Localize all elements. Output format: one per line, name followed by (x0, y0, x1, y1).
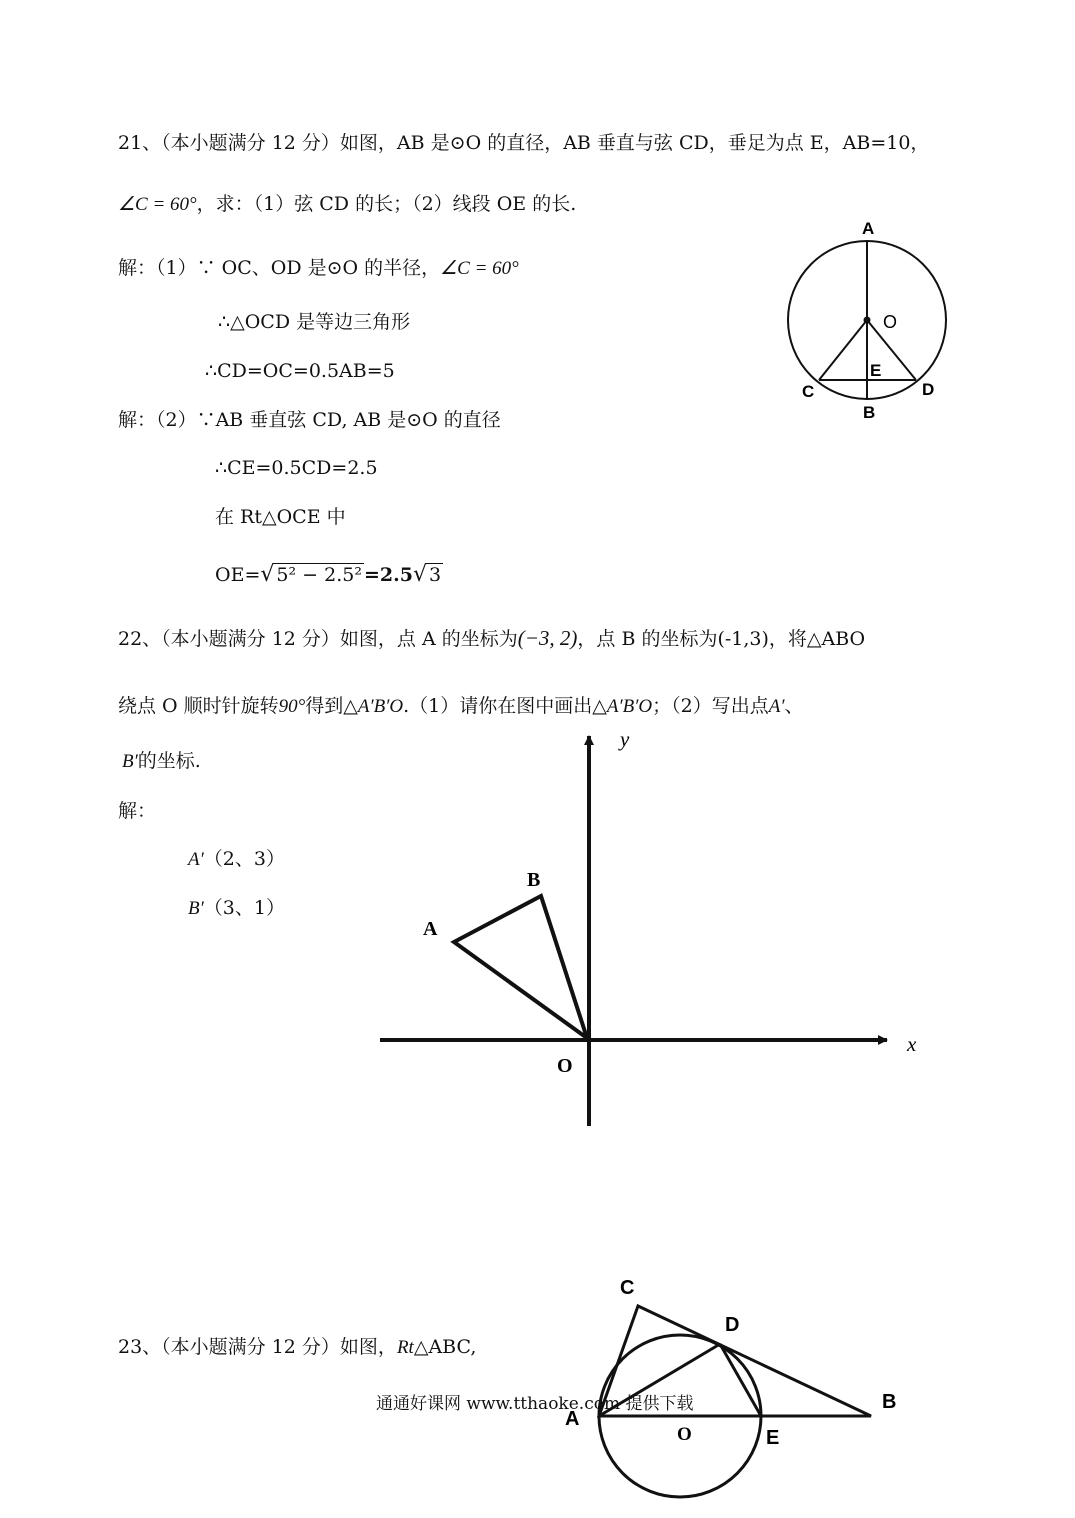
q21-sol1-b: ∴△OCD 是等边三角形 (218, 311, 411, 333)
q22-line2 (118, 694, 804, 719)
q21-oe-result: =2.5 (363, 564, 413, 586)
q22-bprime: B′ (122, 751, 138, 772)
q21-angle: ∠C = 60° (118, 194, 197, 215)
q22-label-o: O (557, 1055, 573, 1077)
q22-line3-text: 的坐标. (137, 750, 201, 772)
q22-ans-b-label: B′ (188, 898, 204, 919)
q23-line1 (118, 1335, 476, 1360)
q22-line3 (122, 749, 201, 774)
q23-tri: △ABC, (413, 1336, 477, 1358)
q21-line2-text: ，求：（1）弦 CD 的长；（2）线段 OE 的长. (196, 193, 577, 215)
q21-center-dot (864, 317, 871, 324)
q22-line2b: 得到△ (305, 695, 358, 717)
q21-sol2-a: 解：（2）∵AB 垂直弦 CD, AB 是⊙O 的直径 (118, 409, 501, 431)
q22-label-b: B (527, 869, 541, 891)
q21-line2 (118, 192, 576, 217)
q21-sol1-a-text: 解：（1）∵ OC、OD 是⊙O 的半径， (118, 257, 441, 279)
q22-ans-a-value: （2、3） (203, 848, 285, 870)
q21-radius-oc (819, 320, 867, 380)
q21-line1: 21、（本小题满分 12 分）如图，AB 是⊙O 的直径，AB 垂直与弦 CD，垂足为点 E，AB=10， (118, 132, 930, 154)
q21-oe-formula: OE=√ 5² − 2.5² =2.5√ 3 (215, 562, 442, 587)
q22-line1 (118, 626, 865, 651)
q22-line2d: ；（2）写出点 (652, 695, 769, 717)
q22-coordinate-figure (375, 728, 935, 1128)
q22-line1b-text: ，点 B 的坐标为(-1,3)，将△ABO (577, 628, 866, 650)
q22-label-x: x (907, 1032, 917, 1056)
q22-line1-text: 22、（本小题满分 12 分）如图，点 A 的坐标为 (118, 628, 518, 650)
q23-label-d: D (725, 1314, 740, 1336)
q22-tri-1: A′B′O (357, 696, 404, 717)
q22-tri-2: A′B′O (606, 696, 653, 717)
q22-deg: 90° (278, 696, 306, 717)
q22-label-a: A (423, 918, 438, 940)
q21-label-c: C (802, 382, 815, 401)
q21-label-a: A (862, 219, 875, 238)
q22-line2c: .（1）请你在图中画出△ (403, 695, 607, 717)
q21-sol1-a (118, 256, 519, 281)
q22-coord-a: (−3, 2) (517, 626, 578, 650)
q22-ans-a-label: A′ (188, 849, 204, 870)
q21-label-e: E (870, 361, 882, 380)
q21-sol1-angle: ∠C = 60° (440, 258, 519, 279)
q21-sol1-c: ∴CD=OC=0.5AB=5 (205, 360, 395, 382)
q21-label-b: B (863, 403, 876, 422)
q21-label-o: O (883, 312, 898, 332)
q22-ans-a (188, 847, 285, 872)
q23-line1-text: 23、（本小题满分 12 分）如图， (118, 1336, 397, 1358)
q23-label-a: A (565, 1408, 580, 1430)
q21-oe-result-radicand: 3 (428, 564, 442, 586)
q22-ans-b (188, 896, 285, 921)
q22-sol: 解： (118, 800, 157, 822)
q21-sol2-b: ∴CE=0.5CD=2.5 (215, 457, 378, 479)
page-footer: 通通好课网 www.tthaoke.com 提供下载 (376, 1394, 694, 1414)
q23-label-c: C (620, 1277, 635, 1299)
q21-sol2-c: 在 Rt△OCE 中 (215, 506, 346, 528)
q22-ans-b-value: （3、1） (203, 897, 285, 919)
q21-circle-figure (780, 215, 960, 425)
q22-triangle-abo (454, 896, 587, 1038)
q22-line2a: 绕点 O 顺时针旋转 (118, 695, 279, 717)
q21-oe-radicand: 5² − 2.5² (276, 564, 362, 586)
q21-oe-prefix: OE= (215, 564, 261, 586)
q22-aprime: A′ (768, 696, 785, 717)
q23-rt: Rt (396, 1337, 414, 1358)
q23-label-e: E (766, 1427, 780, 1449)
q21-label-d: D (922, 380, 935, 399)
q22-label-y: y (620, 727, 630, 751)
q23-label-o: O (677, 1424, 692, 1445)
q23-label-b: B (882, 1391, 897, 1413)
q22-sep: 、 (784, 695, 804, 717)
